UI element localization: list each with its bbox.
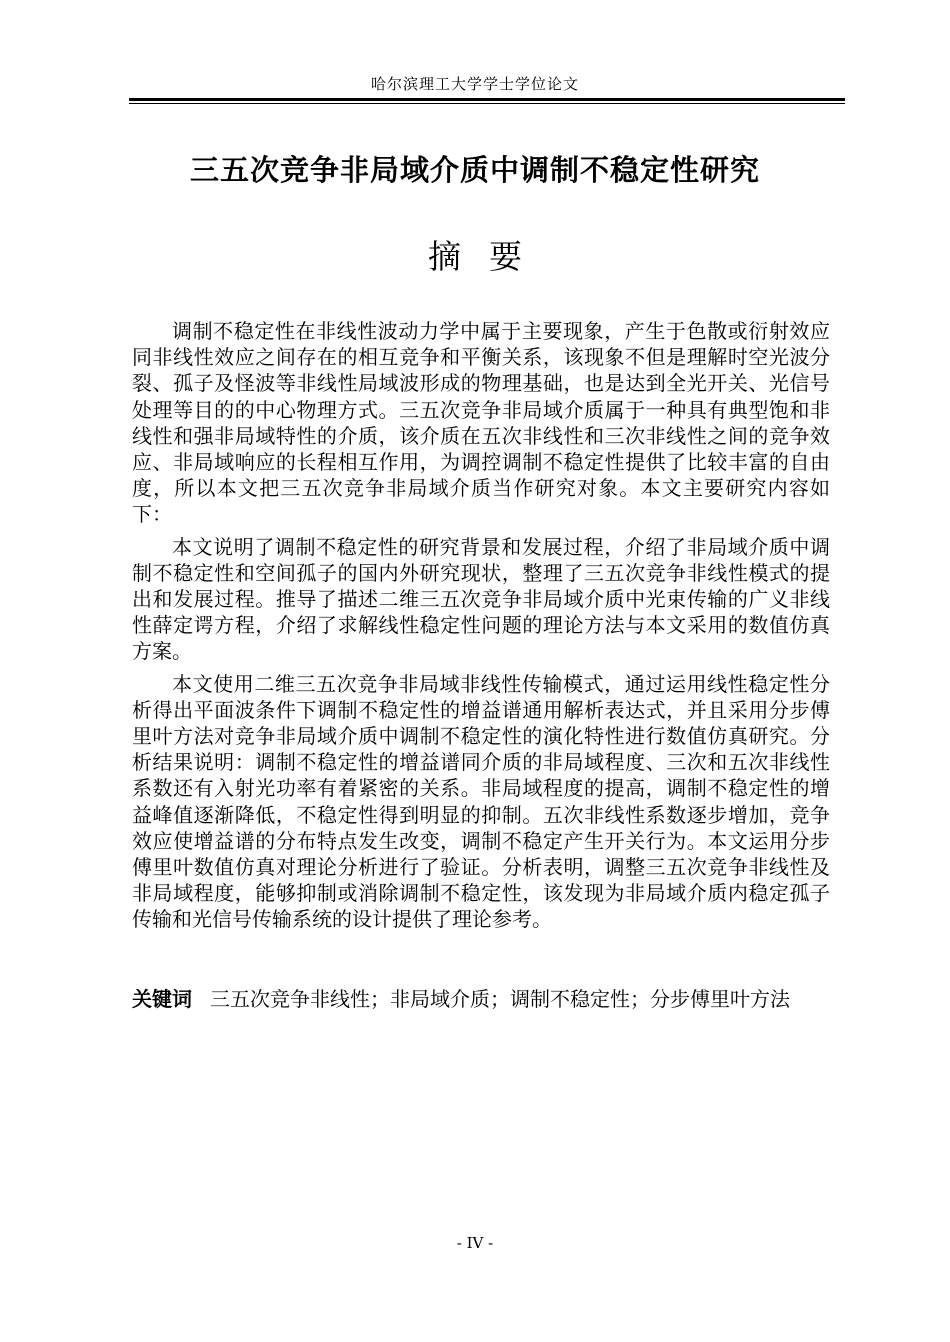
paper-title: 三五次竞争非局域介质中调制不稳定性研究 (189, 153, 760, 187)
header-rule-thin (129, 103, 845, 104)
keywords-text: 三五次竞争非线性；非局域介质；调制不稳定性；分步傅里叶方法 (210, 987, 790, 1011)
header-rule-thick (129, 98, 845, 101)
page-number: - IV - (456, 1234, 494, 1252)
keywords-label: 关键词 (132, 987, 192, 1011)
keywords (132, 986, 844, 1012)
abstract-paragraph-2: 本文说明了调制不稳定性的研究背景和发展过程，介绍了非局域介质中调制不稳定性和空间孤子的国内外研究现状，整理了三五次竞争非线性模式的提出和发展过程。推导了描述二维三五次竞争非局域介质中光束传输的广义非线性薛定谔方程，介绍了求解线性稳定性问题的理论方法与本文采用的数值仿真方案。 (132, 534, 830, 664)
running-header: 哈尔滨理工大学学士学位论文 (370, 75, 579, 93)
abstract-paragraph-1: 调制不稳定性在非线性波动力学中属于主要现象，产生于色散或衍射效应同非线性效应之间存在的相互竞争和平衡关系，该现象不但是理解时空光波分裂、孤子及怪波等非线性局域波形成的物理基础，也是达到全光开关、光信号处理等目的的中心物理方式。三五次竞争非局域介质属于一种具有典型饱和非线性和强非局域特性的介质，该介质在五次非线性和三次非线性之间的竞争效应、非局域响应的长程相互作用，为调控调制不稳定性提供了比较丰富的自由度，所以本文把三五次竞争非局域介质当作研究对象。本文主要研究内容如下： (132, 319, 830, 527)
abstract-paragraph-3: 本文使用二维三五次竞争非局域非线性传输模式，通过运用线性稳定性分析得出平面波条件下调制不稳定性的增益谱通用解析表达式，并且采用分步傅里叶方法对竞争非局域介质中调制不稳定性的演化特性进行数值仿真研究。分析结果说明：调制不稳定性的增益谱同介质的非局域程度、三次和五次非线性系数还有入射光功率有着紧密的关系。非局域程度的提高，调制不稳定性的增益峰值逐渐降低，不稳定性得到明显的抑制。五次非线性系数逐步增加，竞争效应使增益谱的分布特点发生改变，调制不稳定产生开关行为。本文运用分步傅里叶数值仿真对理论分析进行了验证。分析表明，调整三五次竞争非线性及非局域程度，能够抑制或消除调制不稳定性，该发现为非局域介质内稳定孤子传输和光信号传输系统的设计提供了理论参考。 (132, 671, 830, 932)
abstract-heading: 摘要 (428, 237, 550, 276)
abstract-body (132, 318, 830, 939)
